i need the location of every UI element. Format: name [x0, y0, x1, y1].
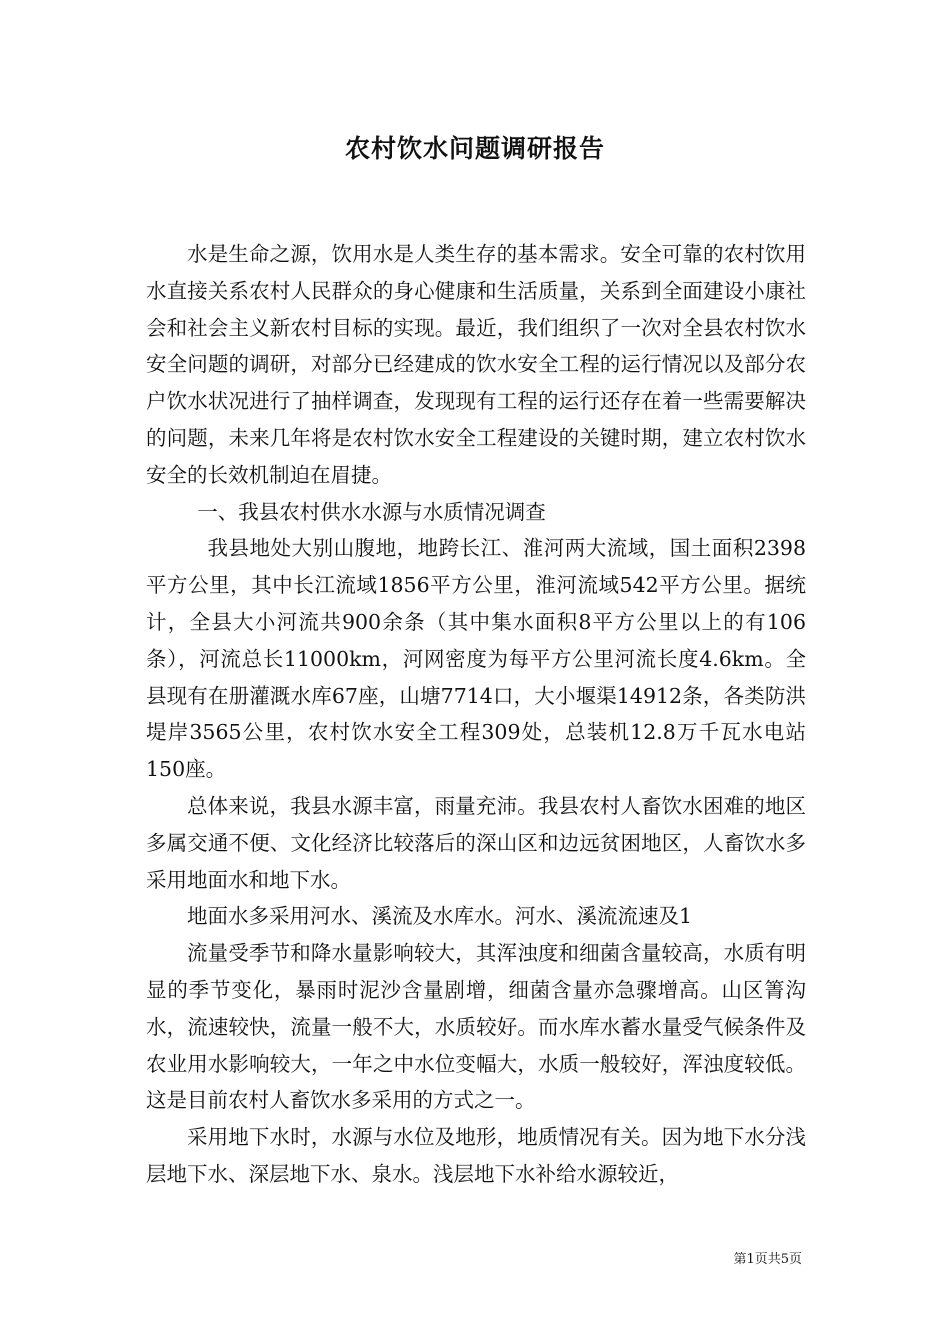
paragraph-intro: 水是生命之源，饮用水是人类生存的基本需求。安全可靠的农村饮用水直接关系农村人民群众的身心健康和生活质量，关系到全面建设小康社会和社会主义新农村目标的实现。最近，我们组织了一次对全县农村饮水安全问题的调研，对部分已经建成的饮水安全工程的运行情况以及部分农户饮水状况进行了抽样调查，发现现有工程的运行还存在着一些需要解决的问题，未来几年将是农村饮水安全工程建设的关键时期，建立农村饮水安全的长效机制迫在眉捷。 — [146, 242, 806, 487]
paragraph-overview: 总体来说，我县水源丰富，雨量充沛。我县农村人畜饮水困难的地区多属交通不便、文化经济比较落后的深山区和边远贫困地区，人畜饮水多采用地面水和地下水。 — [146, 793, 806, 892]
paragraph-groundwater: 采用地下水时，水源与水位及地形，地质情况有关。因为地下水分浅层地下水、深层地下水、泉水。浅层地下水补给水源较近， — [146, 1125, 806, 1186]
section-heading-1: 一、我县农村供水水源与水质情况调查 — [197, 499, 546, 524]
document-body — [146, 236, 806, 1193]
document-title: 农村饮水问题调研报告 — [344, 134, 605, 163]
paragraph-geography: 我县地处大别山腹地，地跨长江、淮河两大流域，国土面积2398平方公里，其中长江流域1856平方公里，淮河流域542平方公里。据统计，全县大小河流共900余条（其中集水面积8平方公里以上的有106条），河流总长11000km，河网密度为每平方公里河流长度4.6km。全县现有在册灌溉水库67座，山塘7714口，大小堰渠14912条，各类防洪堤岸3565公里，农村饮水安全工程309处，总装机12.8万千瓦水电站150座。 — [146, 536, 806, 782]
paragraph-flow: 流量受季节和降水量影响较大，其浑浊度和细菌含量较高，水质有明显的季节变化，暴雨时泥沙含量剧增，细菌含量亦急骤增高。山区箐沟水，流速较快，流量一般不大，水质较好。而水库水蓄水量受气候条件及农业用水影响较大，一年之中水位变幅大，水质一般较好，浑浊度较低。这是目前农村人畜饮水多采用的方式之一。 — [146, 941, 806, 1113]
page-indicator: 第1页共5页 — [733, 1252, 802, 1267]
paragraph-surface-water: 地面水多采用河水、溪流及水库水。河水、溪流流速及1 — [187, 904, 693, 929]
